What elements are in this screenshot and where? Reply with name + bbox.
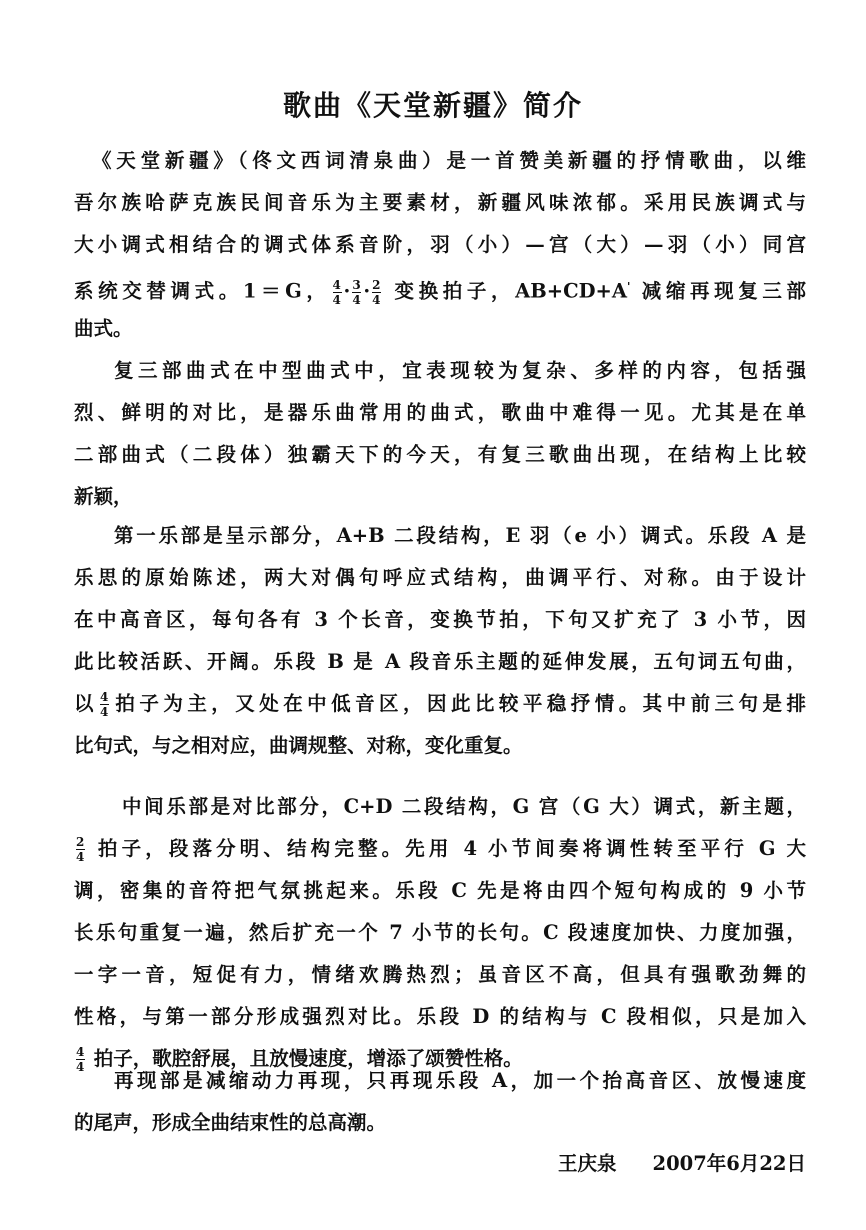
- text-line: 烈、鲜明的对比，是器乐曲常用的曲式，歌曲中难得一见。尤其是在单: [74, 401, 806, 424]
- meter-separator: ·: [363, 279, 371, 303]
- text-line: 复三部曲式在中型曲式中，宜表现较为复杂、多样的内容，包括强: [114, 359, 806, 382]
- text-line: 大小调式相结合的调式体系音阶，羽（小）—宫（大）—羽（小）同宫: [74, 233, 806, 256]
- signature-date: 2007年6月22日: [652, 1152, 806, 1175]
- paragraph-middle-section: [74, 786, 806, 1080]
- text-line: 曲式。: [74, 317, 133, 340]
- text-fragment: 系统交替调式。1＝G，: [74, 279, 331, 303]
- paragraph-first-section: [74, 515, 806, 767]
- author-name: 王庆泉: [558, 1152, 617, 1175]
- text-line: 《天堂新疆》（佟文西词清泉曲）是一首赞美新疆的抒情歌曲，以维: [92, 149, 806, 172]
- text-line: 在中高音区，每句各有 3 个长音，变换节拍，下句又扩充了 3 小节，因: [74, 608, 806, 631]
- meter-2-4: $\frac{2}{4}$: [372, 277, 381, 307]
- text-line: 性格，与第一部分形成强烈对比。乐段 D 的结构与 C 段相似，只是加入: [74, 1005, 806, 1028]
- page-title: 歌曲《天堂新疆》简介: [282, 89, 583, 122]
- text-line: 乐思的原始陈述，两大对偶句呼应式结构，曲调平行、对称。由于设计: [74, 566, 806, 589]
- text-line: 此比较活跃、开阔。乐段 B 是 A 段音乐主题的延伸发展，五句词五句曲，: [74, 650, 806, 673]
- text-line-with-meters: [74, 266, 806, 308]
- text-fragment: 拍子，歌腔舒展，且放慢速度，增添了颂赞性格。: [87, 1047, 523, 1070]
- text-fragment: 拍子为主，又处在中低音区，因此比较平稳抒情。其中前三句是排: [110, 692, 806, 715]
- paragraph-intro: [74, 140, 806, 350]
- meter-2-4: $\frac{2}{4}$: [76, 835, 85, 864]
- meter-4-4: $\frac{4}{4}$: [76, 1045, 85, 1074]
- text-line-with-meter: [74, 683, 806, 725]
- text-line: 的尾声，形成全曲结束性的总高潮。: [74, 1111, 387, 1134]
- paragraph-form: [74, 350, 806, 518]
- text-line: 比句式，与之相对应，曲调规整、对称，变化重复。: [74, 734, 523, 757]
- text-line: 第一乐部是呈示部分，A+B 二段结构，E 羽（e 小）调式。乐段 A 是: [114, 524, 806, 547]
- meter-4-4: $\frac{4}{4}$: [332, 277, 341, 307]
- text-fragment: 以: [74, 692, 98, 715]
- prime-mark: ': [627, 280, 631, 293]
- text-line: 二部曲式（二段体）独霸天下的今天，有复三歌曲出现，在结构上比较: [74, 443, 806, 466]
- text-line-with-meter: [74, 828, 806, 870]
- text-fragment: 变换拍子，AB+CD+A: [394, 279, 627, 303]
- signature: [558, 1148, 806, 1176]
- text-line: 再现部是减缩动力再现，只再现乐段 A，加一个抬高音区、放慢速度: [114, 1069, 806, 1092]
- meter-4-4: $\frac{4}{4}$: [99, 690, 109, 719]
- meter-separator: ·: [343, 279, 351, 303]
- text-fragment: 减缩再现复三部: [630, 279, 806, 303]
- text-line: 新颖，: [74, 485, 133, 508]
- text-line: 长乐句重复一遍，然后扩充一个 7 小节的长句。C 段速度加快、力度加强，: [74, 921, 806, 944]
- text-fragment: 拍子，段落分明、结构完整。先用 4 小节间奏将调性转至平行 G 大: [87, 837, 806, 860]
- text-line: 一字一音，短促有力，情绪欢腾热烈；虽音区不高，但具有强歌劲舞的: [74, 963, 806, 986]
- text-line: 吾尔族哈萨克族民间音乐为主要素材，新疆风味浓郁。采用民族调式与: [74, 191, 806, 214]
- paragraph-recapitulation: [74, 1060, 806, 1144]
- text-line: 中间乐部是对比部分，C+D 二段结构，G 宫（G 大）调式，新主题，: [122, 795, 806, 818]
- text-line: 调，密集的音符把气氛挑起来。乐段 C 先是将由四个短句构成的 9 小节: [74, 879, 806, 902]
- meter-3-4: $\frac{3}{4}$: [352, 277, 361, 307]
